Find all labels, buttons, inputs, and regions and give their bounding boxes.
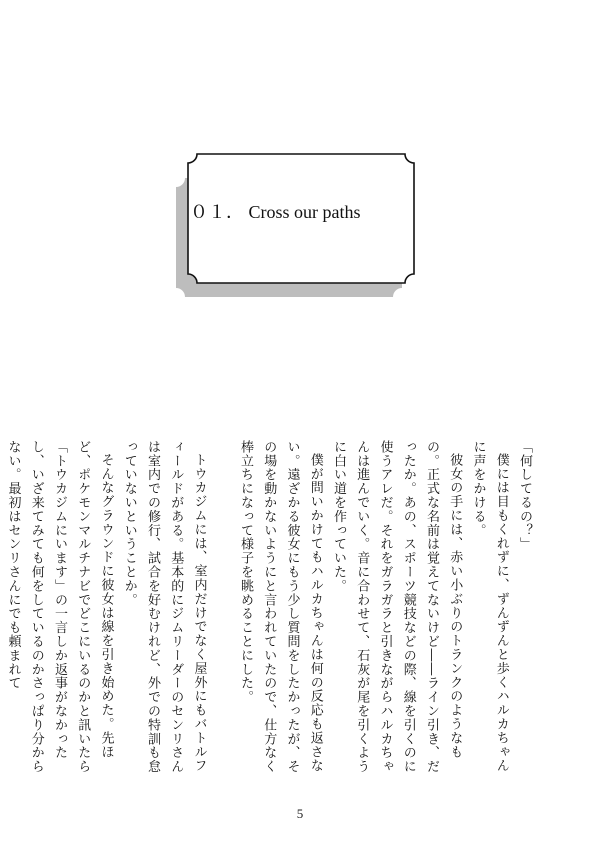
page-number: 5: [296, 806, 304, 821]
paragraph: トウカジムには、室内だけでなく屋外にもバトルフィールドがある。基本的にジムリーダーのセンリさんは室内での修行、試合を好むけれど、外での特訓も怠っていないということか。: [121, 440, 207, 774]
body-text: [5, 440, 536, 775]
paragraph: 僕が問いかけてもハルカちゃんは何の反応も返さない。遠ざかる彼女にもう少し質問をしたかったが、その場を動かないようにと言われていたので、仕方なく棒立ちになって様子を眺めることにした。: [238, 440, 323, 774]
paragraph: 僕には目もくれずに、ずんずんと歩くハルカちゃんに声をかける。: [470, 440, 509, 773]
chapter-title: ０１． Cross our paths: [190, 202, 361, 222]
paragraph: 彼女の手には、赤い小ぶりのトランクのようなもの。正式な名前は覚えてないけど――ライン引き、だったか。あの、スポーツ競技などの際、線を引くのに使うアレだ。それをガラガラと引きながらハルカちゃんは進んでいく。音に合わせて、石灰が尾を引くように白い道を作っていた。: [331, 440, 463, 774]
paragraph: そんなグラウンドに彼女は線を引き始めた。先ほど、ポケモンマルチナビでどこにいるのかと訊いたら「トウカジムにいます」の一言しか返事がなかったし、いざ来てみても何をしているのかさっぱり分からない。最初はセンリさんにでも頼まれて: [5, 440, 114, 774]
blank-line: [211, 440, 234, 775]
paragraph: 「何してるの？」: [517, 440, 532, 552]
chapter-title-frame: [160, 150, 422, 300]
title-frame-border: [160, 150, 422, 300]
